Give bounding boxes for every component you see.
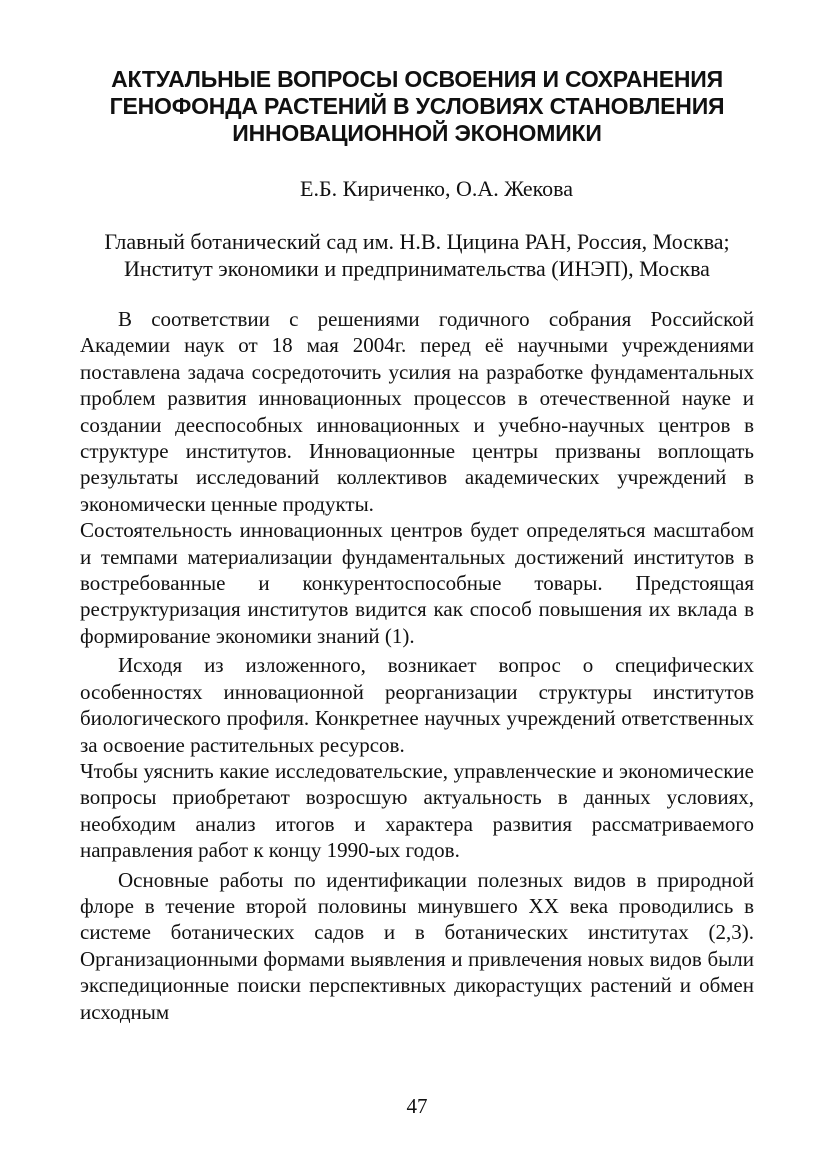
paragraph-2: Состоятельность инновационных центров будет определяться масштабом и темпами материализации фундаментальных достижений институтов в востребованные и конкурентоспособные товары. Предстоящая реструктуризация институтов видится как способ повышения их вклада в формирование экономики знаний (1). — [80, 518, 754, 648]
paragraph-5: Основные работы по идентификации полезных видов в природной флоре в течение второй половины минувшего ХХ века проводились в системе ботанических садов и в ботанических институтах (2,3). Организационными формами выявления и привлечения новых видов были экспедиционные поиски перспективных дикорастущих растений и обмен исходным — [80, 867, 754, 1024]
title-line-2: ГЕНОФОНДА РАСТЕНИЙ В УСЛОВИЯХ СТАНОВЛЕНИЯ — [109, 93, 725, 119]
title-line-3: ИННОВАЦИОННОЙ ЭКОНОМИКИ — [232, 120, 602, 146]
authors: Е.Б. Кириченко, О.А. Жекова — [300, 176, 574, 201]
affiliation — [60, 228, 774, 282]
affiliation-line-1: Главный ботанический сад им. Н.В. Цицина РАН, Россия, Москва; — [104, 229, 730, 254]
page-number: 47 — [406, 1094, 428, 1118]
article-body — [80, 306, 754, 1025]
paragraph-4: Чтобы уяснить какие исследовательские, управленческие и экономические вопросы приобретают возросшую актуальность в данных условиях, необходим анализ итогов и характера развития рассматриваемого направления работ к концу 1990-ых годов. — [80, 758, 754, 863]
title-line-1: АКТУАЛЬНЫЕ ВОПРОСЫ ОСВОЕНИЯ И СОХРАНЕНИЯ — [111, 66, 723, 92]
affiliation-line-2: Институт экономики и предпринимательства (ИНЭП), Москва — [124, 256, 710, 281]
article-title — [60, 66, 774, 147]
paragraph-1: В соответствии с решениями годичного собрания Российской Академии наук от 18 мая 2004г. перед её научными учреждениями поставлена задача сосредоточить усилия на разработке фундаментальных проблем развития инновационных процессов в отечественной науке и создании дееспособных инновационных и учебно-научных центров в структуре институтов. Инновационные центры призваны воплощать результаты исследований коллективов академических учреждений в экономически ценные продукты. — [80, 307, 754, 516]
paragraph-3: Исходя из изложенного, возникает вопрос о специфических особенностях инновационной реорганизации структуры институтов биологического профиля. Конкретнее научных учреждений ответственных за освоение растительных ресурсов. — [80, 653, 754, 757]
